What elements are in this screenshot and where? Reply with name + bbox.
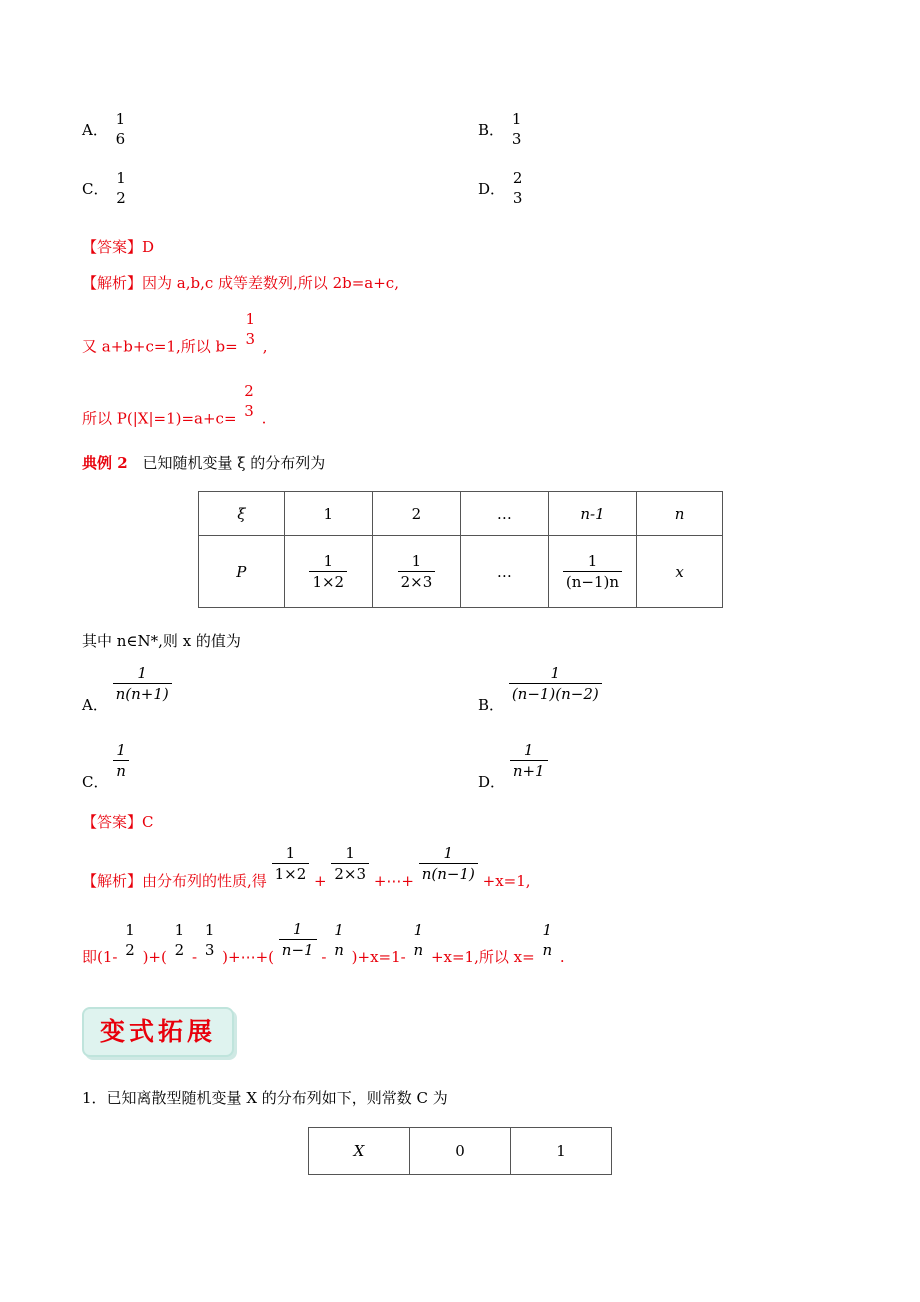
option-d: D． 2 3 — [478, 169, 523, 207]
table-cell: 1 — [284, 492, 372, 536]
table-cell: $\frac{1}{(n-1)n}$ — [548, 536, 637, 608]
section-banner — [82, 1007, 234, 1057]
option-d: D． $\frac{1}{n+1}$ — [478, 743, 548, 792]
example-2-heading: 典例 2 已知随机变量 ξ 的分布列为 — [82, 454, 326, 472]
table-cell: ξ — [199, 492, 285, 536]
option-a: A． $\frac{1}{n(n+1)}$ — [82, 666, 172, 715]
analysis-line-1: 【解析】因为 a,b,c 成等差数列,所以 2b=a+c, — [82, 274, 399, 292]
table-cell: X — [309, 1128, 410, 1175]
table-cell: $\frac{1}{2\times 3}$ — [372, 536, 460, 608]
option-a: A． 1 6 — [82, 110, 126, 148]
analysis-line-2: 即(1- 1 2 )+( 1 2 - 1 3 )+⋯+( $\frac{1}{n-1}$ - 1 n )+x=1- 1 n +x=1,所以 x= 1 n . — [82, 920, 565, 966]
option-c: C． $\frac{1}{n}$ — [82, 743, 129, 792]
table-cell: x — [637, 536, 723, 608]
option-b: B． 1 3 — [478, 110, 522, 148]
exercise-1-text: 1．已知离散型随机变量 X 的分布列如下，则常数 C 为 — [82, 1089, 448, 1107]
answer: 【答案】D — [82, 238, 155, 256]
distribution-table — [198, 491, 723, 608]
option-b: B． $\frac{1}{(n-1)(n-2)}$ — [478, 666, 602, 715]
analysis-line-3: 所以 P(|X|=1)=a+c= 2 3 . — [82, 382, 267, 428]
analysis-line-1: 【解析】由分布列的性质,得 $\frac{1}{1\times 2}$ + $\frac{1}{2\times 3}$ +⋯+ $\frac{1}{n(n-1)}$ +x=1, — [82, 844, 531, 890]
table-cell: 2 — [372, 492, 460, 536]
exercise-table — [308, 1127, 612, 1175]
table-cell: 1 — [511, 1128, 612, 1175]
option-c: C． 1 2 — [82, 169, 126, 207]
answer: 【答案】C — [82, 813, 154, 831]
table-cell: P — [199, 536, 285, 608]
analysis-line-2: 又 a+b+c=1,所以 b= 1 3 , — [82, 310, 268, 356]
table-cell: … — [460, 492, 548, 536]
table-cell: … — [460, 536, 548, 608]
condition-text: 其中 n∈N*,则 x 的值为 — [82, 632, 241, 650]
table-cell: 0 — [410, 1128, 511, 1175]
section-title: 变式拓展 — [99, 1017, 216, 1046]
table-cell: n-1 — [548, 492, 637, 536]
table-cell: $\frac{1}{1\times 2}$ — [284, 536, 372, 608]
table-cell: n — [637, 492, 723, 536]
